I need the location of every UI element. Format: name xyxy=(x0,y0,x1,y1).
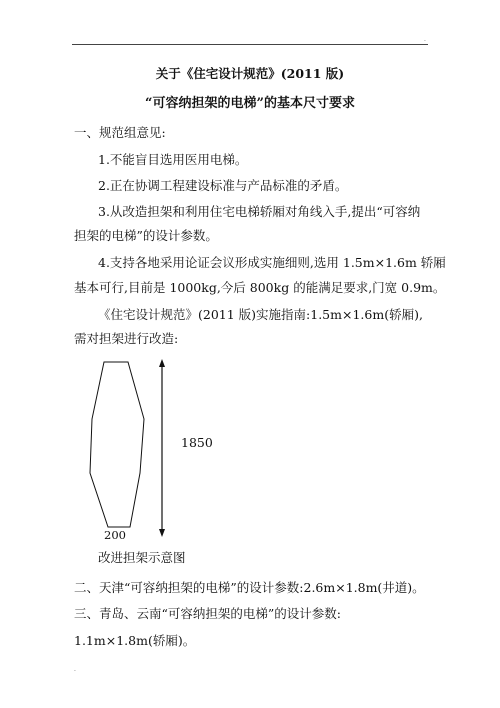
diagram-caption: 改进担架示意图 xyxy=(98,550,186,565)
item-4-line-1: 4.支持各地采用论证会议形成实施细则,选用 1.5m×1.6m 轿厢 xyxy=(98,255,446,270)
item-3-line-2: 担架的电梯”的设计参数。 xyxy=(74,228,218,243)
guide-line-1: 《住宅设计规范》(2011 版)实施指南:1.5m×1.6m(轿厢), xyxy=(98,307,423,322)
item-3-line-1: 3.从改造担架和利用住宅电梯轿厢对角线入手,提出“可容纳 xyxy=(98,204,421,219)
section-2: 二、天津“可容纳担架的电梯”的设计参数:2.6m×1.8m(井道)。 xyxy=(74,580,425,595)
item-1: 1.不能盲目选用医用电梯。 xyxy=(98,152,248,167)
width-label: 200 xyxy=(104,528,126,542)
section-3: 三、青岛、云南“可容纳担架的电梯”的设计参数: xyxy=(74,606,341,621)
height-arrow-top xyxy=(159,359,165,367)
height-arrow-bottom xyxy=(159,529,165,537)
header-rule xyxy=(72,44,428,45)
item-2: 2.正在协调工程建设标准与产品标准的矛盾。 xyxy=(98,178,348,193)
section-1-heading: 一、规范组意见: xyxy=(74,125,166,140)
stretcher-outline xyxy=(90,362,144,527)
footer-dot: . xyxy=(74,666,76,673)
guide-line-2: 需对担架进行改造: xyxy=(74,331,179,346)
doc-subtitle: “可容纳担架的电梯”的基本尺寸要求 xyxy=(145,96,355,111)
item-4-line-2: 基本可行,目前是 1000kg,今后 800kg 的能满足要求,门宽 0.9m。 xyxy=(74,280,446,295)
stretcher-diagram xyxy=(70,355,270,545)
section-3-value: 1.1m×1.8m(轿厢)。 xyxy=(74,633,196,648)
doc-title: 关于《住宅设计规范》(2011 版) xyxy=(155,66,345,81)
height-label: 1850 xyxy=(181,435,213,450)
header-dot: . xyxy=(424,36,426,43)
